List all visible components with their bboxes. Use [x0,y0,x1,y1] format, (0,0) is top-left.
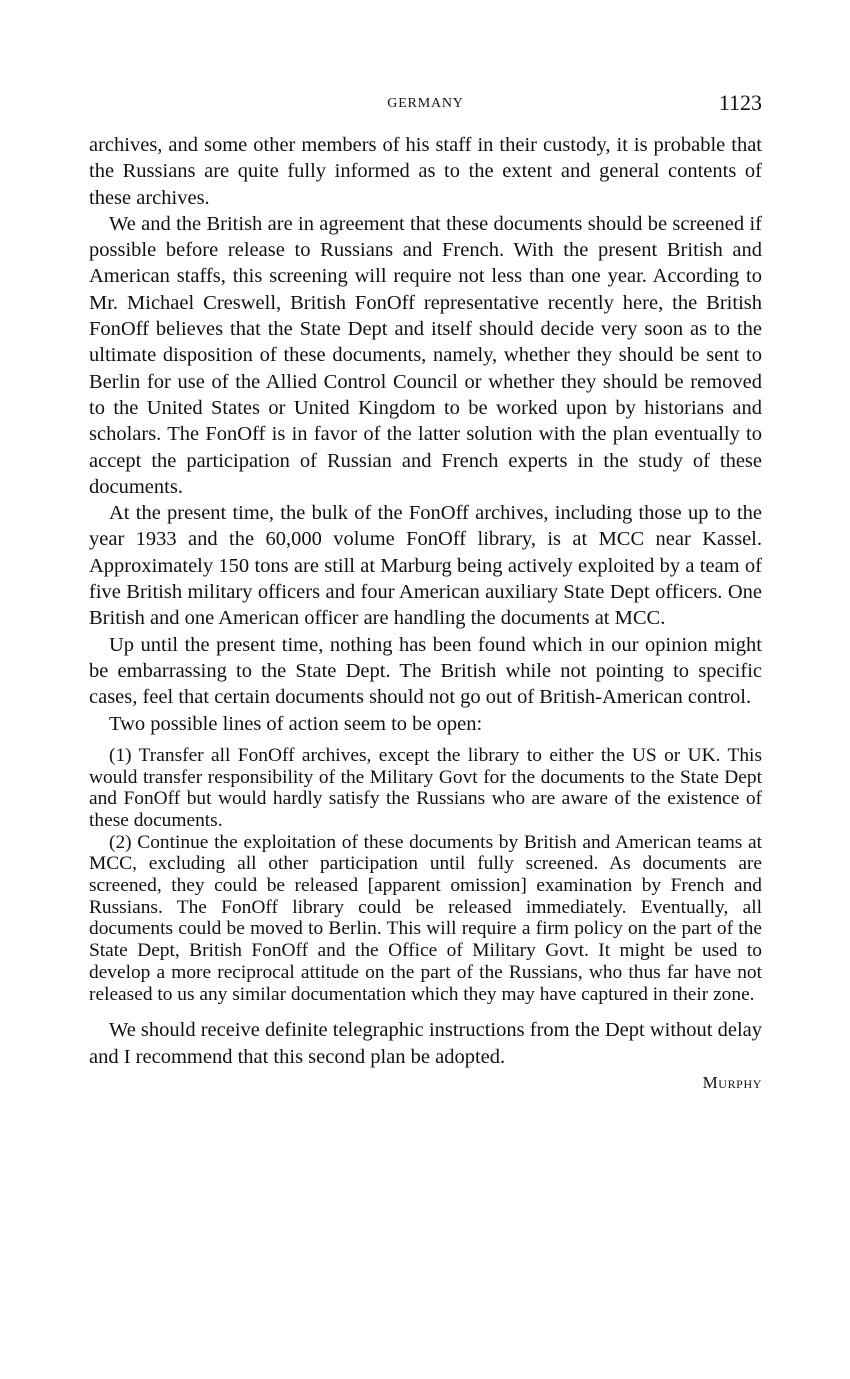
closing-block [89,1017,762,1096]
signature: Murphy [702,1072,762,1092]
running-title: GERMANY [387,96,464,111]
paragraph-findings: Up until the present time, nothing has been found which in our opinion might be embarrassing to the State Dept. The British while not pointing to specific cases, feel that certain documents should not go out of British-American control. [89,633,762,709]
page-number: 1123 [718,90,762,115]
closing-paragraph: We should receive definite telegraphic instructions from the Dept without delay and I recommend that this second plan be adopted. [89,1019,763,1068]
paragraph-continuation: archives, and some other members of his staff in their custody, it is probable that the Russians are quite fully informed as to the extent and general contents of these archives. [89,134,762,209]
paragraph-screening-agreement: We and the British are in agreement that these documents should be screened if possible before release to Russians and French. With the present British and American staffs, this screening will require not less than one year. According to Mr. Michael Creswell, British FonOff representative recently here, the British FonOff believes that the State Dept and itself should decide very soon as to the ultimate disposition of these documents, namely, whether they should be sent to Berlin for use of the Allied Control Council or whether they should be removed to the United States or United Kingdom to be worked upon by historians and scholars. The FonOff is in favor of the latter solution with the plan eventually to accept the participation of Russian and French experts in the study of these documents. [89,212,762,498]
options-block [89,745,762,1005]
document-page [89,90,762,1096]
paragraph-lines-of-action: Two possible lines of action seem to be open: [109,712,483,735]
option-one: (1) Transfer all FonOff archives, except the library to either the US or UK. This would transfer responsibility of the Military Govt for the documents to the State Dept and FonOff but would hardly satisfy the Russians who are aware of the existence of these documents. [89,744,762,831]
running-header [89,90,762,120]
option-two: (2) Continue the exploitation of these documents by British and American teams at MCC, excluding all other participation until fully screened. As documents are screened, they could be released [apparent omission] examination by French and Russians. The FonOff library could be released immediately. Eventually, all documents could be moved to Berlin. This will require a firm policy on the part of the State Dept, British FonOff and the Office of Military Govt. It might be used to develop a more reciprocal attitude on the part of the Russians, who thus far have not released to us any similar documentation which they may have captured in their zone. [89,831,762,1005]
paragraph-archive-location: At the present time, the bulk of the FonOff archives, including those up to the year 1933 and the 60,000 volume FonOff library, is at MCC near Kassel. Approximately 150 tons are still at Marburg being actively exploited by a team of five British military officers and four American auxiliary State Dept officers. One British and one American officer are handling the documents at MCC. [89,502,762,630]
document-body [89,132,762,1096]
